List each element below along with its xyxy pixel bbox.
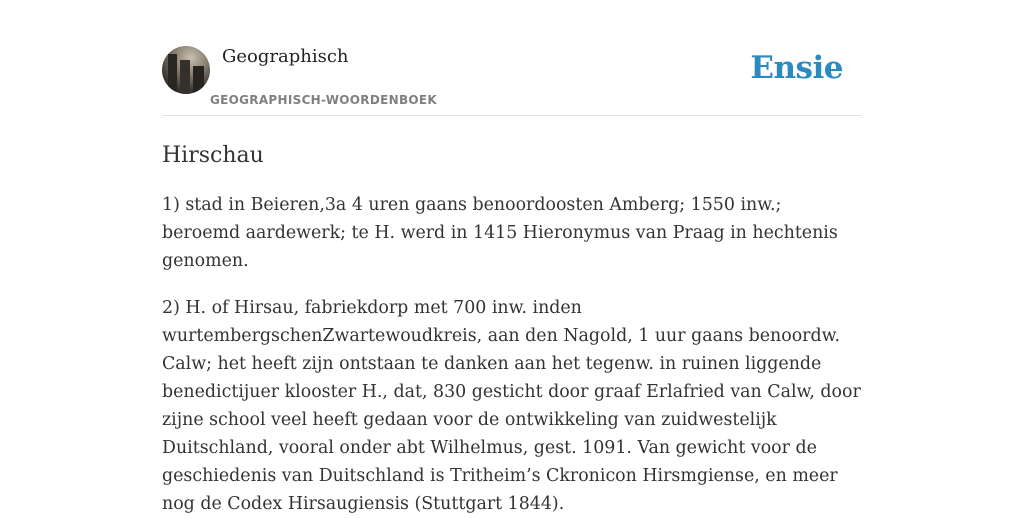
definition-list (162, 191, 862, 518)
entry-card (162, 0, 862, 518)
entry-header (162, 0, 862, 116)
source-avatar[interactable] (162, 46, 210, 94)
definition-item: 2) H. of Hirsau, fabriekdorp met 700 inw. inden wurtembergschenZwartewoudkreis, aan den Nagold, 1 uur gaans benoordw. Calw; het heeft zijn ontstaan te danken aan het tegenw. in ruinen liggende benedictijuer klooster H., dat, 830 gesticht door graaf Erlafried van Calw, door zijne school veel heeft gedaan voor de ontwikkeling van zuidwestelijk Duitschland, vooral onder abt Wilhelmus, gest. 1091. Van gewicht voor de geschiedenis van Duitschland is Tritheim’s Ckronicon Hirsmgiense, en meer nog de Codex Hirsaugiensis (Stuttgart 1844). (162, 298, 861, 514)
entry-title: Hirschau (162, 143, 264, 168)
source-title[interactable]: Geographisch (222, 46, 349, 67)
source-subtitle[interactable]: GEOGRAPHISCH-WOORDENBOEK (210, 93, 437, 107)
definition-item: 1) stad in Beieren,3a 4 uren gaans benoordoosten Amberg; 1550 inw.; beroemd aardewerk; te H. werd in 1415 Hieronymus van Praag in hechtenis genomen. (162, 195, 838, 271)
brand-logo[interactable]: Ensie (750, 50, 843, 86)
